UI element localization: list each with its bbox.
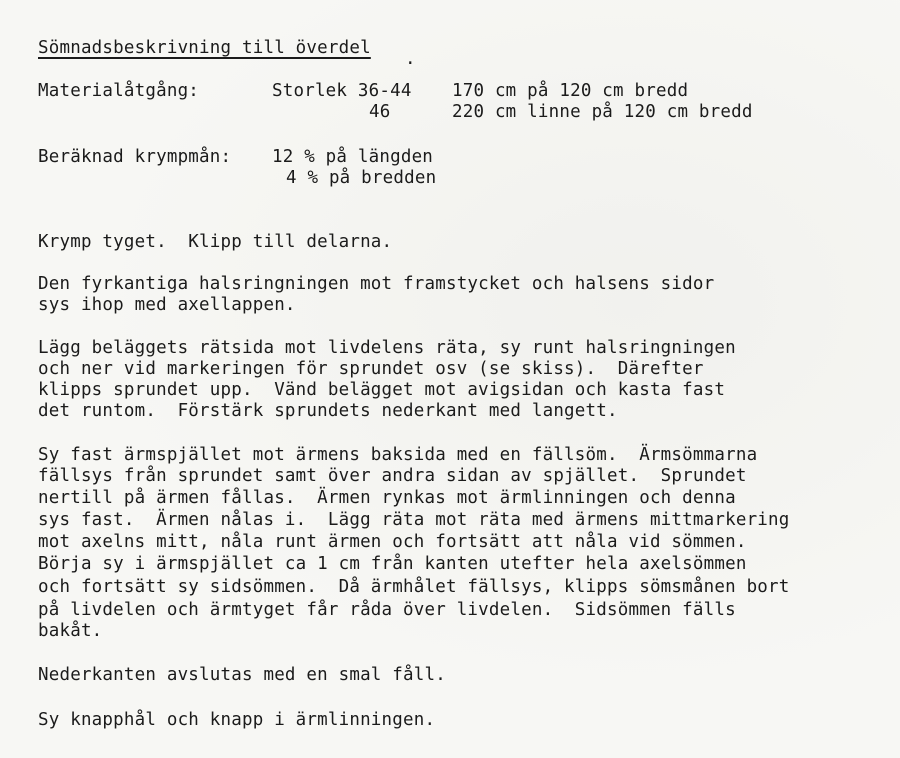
paragraph-line: Sy knapphål och knapp i ärmlinningen. bbox=[38, 710, 436, 730]
paragraph-line: nertill på ärmen fållas. Ärmen rynkas mot ärmlinningen och denna bbox=[38, 488, 736, 508]
paragraph-line: Nederkanten avslutas med en smal fåll. bbox=[38, 665, 446, 685]
paragraph-line: Börja sy i ärmspjället ca 1 cm från kanten utefter hela axelsömmen bbox=[38, 554, 747, 574]
paragraph-line: bakåt. bbox=[38, 621, 103, 641]
paragraph-line: det runtom. Förstärk sprundets nederkant med langett. bbox=[38, 401, 618, 421]
paragraph-line: och fortsätt sy sidsömmen. Då ärmhålet fällsys, klipps sömsmånen bort bbox=[38, 577, 790, 597]
shrink-row2: 4 % på bredden bbox=[286, 168, 437, 188]
material-size-row2: 46 bbox=[369, 102, 391, 122]
paragraph-line: klipps sprundet upp. Vänd belägget mot avigsidan och kasta fast bbox=[38, 380, 726, 400]
shrink-label: Beräknad krympmån: bbox=[38, 147, 232, 167]
paragraph-line: Lägg beläggets rätsida mot livdelens räta, sy runt halsringningen bbox=[38, 338, 736, 358]
paragraph-line: Krymp tyget. Klipp till delarna. bbox=[38, 232, 393, 252]
paragraph-line: och ner vid markeringen för sprundet osv (se skiss). Därefter bbox=[38, 359, 704, 379]
document-title: Sömnadsbeskrivning till överdel bbox=[38, 38, 371, 58]
paragraph-line: fällsys från sprundet samt över andra sidan av spjället. Sprundet bbox=[38, 466, 747, 486]
paragraph-line: Sy fast ärmspjället mot ärmens baksida med en fällsöm. Ärmsömmarna bbox=[38, 445, 758, 465]
paragraph-line: sys fast. Ärmen nålas i. Lägg räta mot räta med ärmens mittmarkering bbox=[38, 510, 790, 530]
title-dot: . bbox=[405, 49, 416, 69]
shrink-row1: 12 % på längden bbox=[272, 147, 434, 167]
paragraph-line: sys ihop med axellappen. bbox=[38, 295, 296, 315]
material-amount-row2: 220 cm linne på 120 cm bredd bbox=[452, 102, 753, 122]
material-label: Materialåtgång: bbox=[38, 81, 200, 101]
paragraph-line: mot axelns mitt, nåla runt ärmen och fortsätt att nåla vid sömmen. bbox=[38, 532, 747, 552]
material-size-row1: Storlek 36-44 bbox=[272, 81, 412, 101]
paragraph-line: på livdelen och ärmtyget får råda över livdelen. Sidsömmen fälls bbox=[38, 600, 736, 620]
paragraph-line: Den fyrkantiga halsringningen mot framstycket och halsens sidor bbox=[38, 274, 715, 294]
material-amount-row1: 170 cm på 120 cm bredd bbox=[452, 81, 689, 101]
